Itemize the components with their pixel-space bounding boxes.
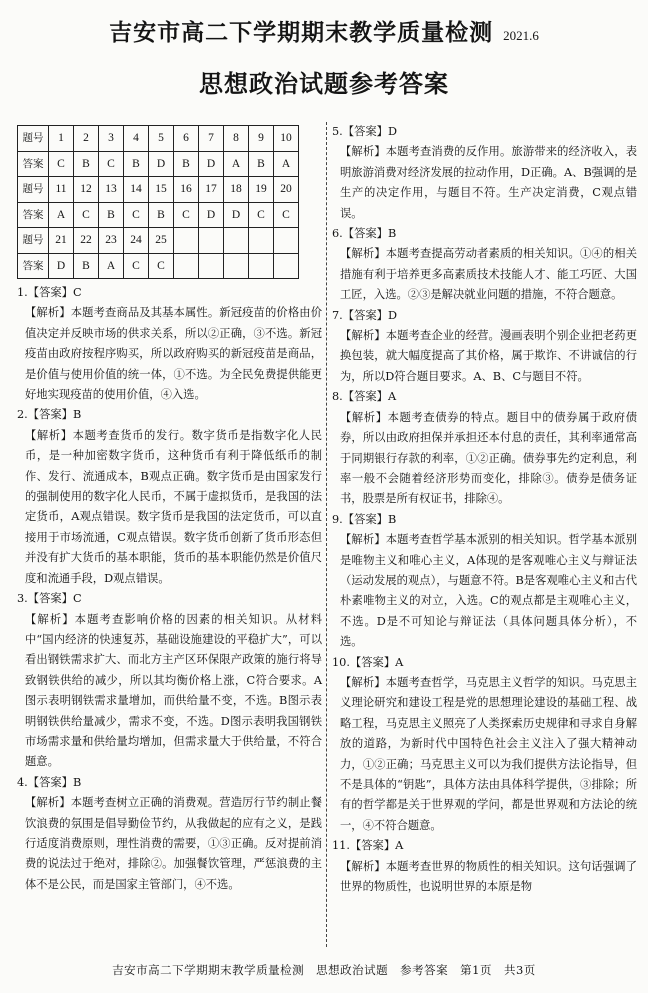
question-item: [17, 405, 322, 589]
answer-table-cell: 6: [174, 126, 199, 152]
answer-table-cell: 23: [99, 228, 124, 254]
answer-table-cell: 18: [224, 177, 249, 203]
answer-table-cell: 15: [149, 177, 174, 203]
answer-table-row: [18, 228, 299, 254]
answer-table-cell: A: [49, 202, 74, 228]
answer-table-cell: D: [49, 253, 74, 279]
answer-table-cell: A: [224, 151, 249, 177]
answer-table-cell: 25: [149, 228, 174, 254]
answer-table-cell: B: [74, 253, 99, 279]
right-question-list: [332, 122, 637, 897]
answer-table-cell: D: [149, 151, 174, 177]
answer-table-cell: 11: [49, 177, 74, 203]
answer-table-cell: 17: [199, 177, 224, 203]
answer-table-cell: [199, 228, 224, 254]
question-answer: 3.【答案】C: [17, 592, 82, 606]
answer-table-row-label: 题号: [18, 126, 49, 152]
answer-table-cell: 14: [124, 177, 149, 203]
answer-table-cell: 1: [49, 126, 74, 152]
question-answer: 10.【答案】A: [332, 655, 404, 669]
answer-table-row: [18, 202, 299, 228]
answer-table-row-label: 答案: [18, 253, 49, 279]
answer-key-body: [18, 126, 299, 279]
answer-table-cell: B: [249, 151, 274, 177]
question-analysis: 【解析】本题考查企业的经营。漫画表明个别企业把老药更换包装，就大幅度提高了其价格，属于欺诈、不讲诚信的行为，所以D符合题目要求。A、B、C与题目不符。: [340, 329, 637, 383]
answer-table-row: [18, 126, 299, 152]
question-item: [332, 306, 637, 388]
question-item: [17, 283, 322, 405]
page-title: [0, 14, 648, 47]
question-analysis: 【解析】本题考查影响价格的因素的相关知识。从材料中“国内经济的快速复苏，基础设施建设的平稳扩大”，可以看出钢铁需求扩大、而北方主产区环保限产政策的施行将导致钢铁供给的减少，所以其均衡价格上涨，C符合要求。A图示表明钢铁需求量增加，而供给量不变，不选。B图示表明钢铁供给量减少，需求不变，不选。D图示表明我国钢铁市场需求量和供给量均增加，但需求量大于供给量，不符合题意。: [25, 612, 322, 769]
answer-table-cell: 16: [174, 177, 199, 203]
question-analysis: 【解析】本题考查提高劳动者素质的相关知识。①④的相关措施有利于培养更多高素质技术技能人才、能工巧匠、大国工匠，入选。②③是解决就业问题的措施，不符合题意。: [340, 247, 637, 302]
question-answer: 1.【答案】C: [17, 286, 82, 299]
answer-table-cell: C: [174, 202, 199, 228]
answer-table-cell: [224, 253, 249, 279]
question-analysis: 【解析】本题考查哲学，马克思主义哲学的知识。马克思主义理论研究和建设工程是党的思想理论建设的基础工程、战略工程，马克思主义照亮了人类探索历史规律和寻求自身解放的道路，为新时代中国特色社会主义注入了强大精神动力，①②正确；马克思主义可以为我们提供方法论指导，但不是具体的“钥匙”，具体方法由具体科学提供，③排除；所有的哲学都是关于世界观的学问，都是世界观和方法论的统一，④不符合题意。: [340, 675, 637, 832]
question-answer: 2.【答案】B: [17, 408, 82, 422]
question-item: [17, 589, 322, 773]
question-item: [17, 773, 322, 895]
question-answer: 8.【答案】A: [332, 390, 397, 404]
left-question-list: [17, 283, 322, 895]
answer-table-cell: A: [99, 253, 124, 279]
answer-table-cell: D: [199, 151, 224, 177]
answer-table-cell: 2: [74, 126, 99, 152]
page-footer: 吉安市高二下学期期末教学质量检测 思想政治试题 参考答案 第1页 共3页: [112, 963, 536, 977]
question-analysis: 【解析】本题考查树立正确的消费观。营造厉行节约制止餐饮浪费的氛围是倡导勤俭节约，从我做起的应有之义，是践行适度消费原则，理性消费的需要，①③正确。反对提前消费的说法过于绝对，排除②。加强餐饮管理，严惩浪费的主体不是公民，而是国家主管部门，④不选。: [25, 796, 322, 891]
question-answer: 11.【答案】A: [332, 839, 404, 853]
answer-table-cell: C: [274, 202, 299, 228]
question-item: [332, 122, 637, 224]
answer-table-cell: C: [74, 202, 99, 228]
answer-table-cell: 20: [274, 177, 299, 203]
question-analysis: 【解析】本题考查世界的物质性的相关知识。这句话强调了世界的物质性，也说明世界的本原是物: [340, 859, 637, 894]
answer-table-cell: C: [149, 253, 174, 279]
answer-table-cell: 7: [199, 126, 224, 152]
answer-table-cell: B: [149, 202, 174, 228]
question-item: [332, 836, 637, 897]
answer-table-cell: 12: [74, 177, 99, 203]
answer-table-cell: 4: [124, 126, 149, 152]
question-answer: 4.【答案】B: [17, 775, 82, 789]
answer-table-cell: D: [199, 202, 224, 228]
answer-table-cell: C: [99, 151, 124, 177]
answer-table-cell: [249, 253, 274, 279]
answer-table-cell: 3: [99, 126, 124, 152]
answer-table-cell: C: [49, 151, 74, 177]
answer-table-cell: 9: [249, 126, 274, 152]
answer-table-cell: A: [274, 151, 299, 177]
answer-table-cell: [224, 228, 249, 254]
question-analysis: 【解析】本题考查消费的反作用。旅游带来的经济收入，表明旅游消费对经济发展的拉动作用，D正确。A、B强调的是生产的决定作用，与题目不符。生产决定消费，C观点错误。: [340, 145, 637, 220]
answer-table-cell: [274, 253, 299, 279]
answer-table-row-label: 答案: [18, 202, 49, 228]
question-analysis: 【解析】本题考查商品及其基本属性。新冠疫苗的价格由价值决定并反映市场的供求关系，所以②正确，③不选。新冠疫苗由政府按程序购买，所以政府购买的新冠疫苗是商品，是价值与使用价值的统一体，①不选。为全民免费提供能更好地实现疫苗的使用价值，④入选。: [25, 306, 322, 402]
answer-table-cell: 8: [224, 126, 249, 152]
answer-table-cell: 10: [274, 126, 299, 152]
answer-table-cell: D: [224, 202, 249, 228]
answer-table-row-label: 答案: [18, 151, 49, 177]
question-item: [332, 653, 637, 837]
question-item: [332, 387, 637, 509]
answer-table-cell: [174, 253, 199, 279]
answer-table-row-label: 题号: [18, 177, 49, 203]
left-column: [17, 122, 322, 895]
column-divider: [326, 122, 327, 947]
answer-table-cell: 21: [49, 228, 74, 254]
answer-table-cell: 22: [74, 228, 99, 254]
answer-table-row: [18, 151, 299, 177]
answer-table-cell: C: [124, 202, 149, 228]
answer-table-cell: 24: [124, 228, 149, 254]
question-answer: 7.【答案】D: [332, 308, 398, 322]
answer-table-cell: C: [124, 253, 149, 279]
answer-table-cell: [199, 253, 224, 279]
question-answer: 5.【答案】D: [332, 125, 398, 138]
question-item: [332, 510, 637, 653]
question-analysis: 【解析】本题考查货币的发行。数字货币是指数字化人民币，是一种加密数字货币，这种货币有利于降低纸币的制作、发行、流通成本，B观点正确。数字货币是由国家发行的强制使用的数字化人民币，不属于虚拟货币，是我国的法定货币，A观点错误。数字货币是我国的法定货币，可以直接用于市场流通，C观点错误。数字货币创新了货币形态但并没有扩大货币的基本职能，货币的基本职能仍然是价值尺度和流通手段，D观点错误。: [25, 428, 322, 585]
answer-table-row-label: 题号: [18, 228, 49, 254]
answer-table-cell: [274, 228, 299, 254]
question-analysis: 【解析】本题考查哲学基本派别的相关知识。哲学基本派别是唯物主义和唯心主义，A体现的是客观唯心主义与辩证法（运动发展的观点），与题意不符。B是客观唯心主义和古代朴素唯物主义的对立，入选。C的观点都是主观唯心主义，不选。D是不可知论与辩证法（具体问题具体分析），不选。: [340, 533, 637, 649]
answer-table-row: [18, 253, 299, 279]
answer-table-cell: [174, 228, 199, 254]
exam-date: 2021.6: [503, 28, 539, 43]
answer-table-cell: B: [99, 202, 124, 228]
answer-table-cell: 19: [249, 177, 274, 203]
answer-table-cell: B: [74, 151, 99, 177]
answer-table-cell: B: [174, 151, 199, 177]
page-subtitle: 思想政治试题参考答案: [199, 70, 449, 98]
question-analysis: 【解析】本题考查债券的特点。题目中的债券属于政府债券，所以由政府担保并承担还本付息的责任，其利率通常高于同期银行存款的利率，①②正确。债券事先约定利息，利率一般不会随着经济形势而变化，排除③。债券是债务证书，股票是所有权证书，排除④。: [340, 410, 637, 506]
answer-table-cell: [249, 228, 274, 254]
answer-table-cell: B: [124, 151, 149, 177]
answer-table-cell: 5: [149, 126, 174, 152]
answer-table-row: [18, 177, 299, 203]
answer-table-cell: 13: [99, 177, 124, 203]
question-item: [332, 224, 637, 306]
title-text: 吉安市高二下学期期末教学质量检测: [109, 20, 494, 46]
question-answer: 6.【答案】B: [332, 227, 397, 241]
right-column: [332, 122, 637, 897]
question-answer: 9.【答案】B: [332, 512, 397, 526]
answer-table-cell: C: [249, 202, 274, 228]
answer-key-table: [17, 125, 299, 279]
